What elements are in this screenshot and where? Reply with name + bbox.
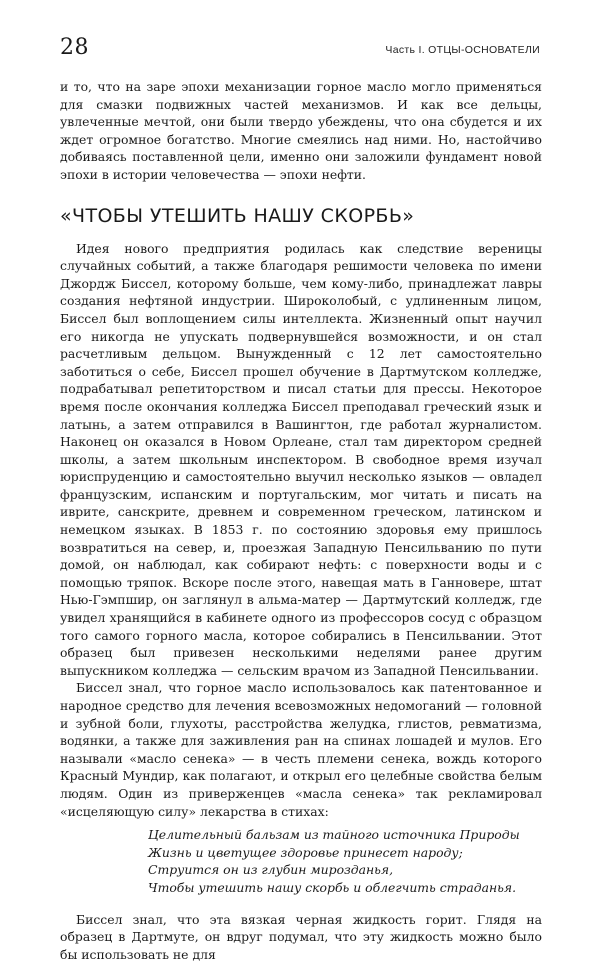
verse-quote [60,826,542,896]
page-number: 28 [60,35,89,60]
verse-line: Жизнь и цветущее здоровье принесет народу; [148,844,463,860]
section-title: «ЧТОБЫ УТЕШИТЬ НАШУ СКОРБЬ» [60,204,415,227]
verse-line: Целительный бальзам из тайного источника Природы [148,827,520,843]
running-head: Часть I. ОТЦЫ-ОСНОВАТЕЛИ [385,44,540,56]
verse-line: Чтобы утешить нашу скорбь и облегчить страданья. [148,879,517,895]
verse-line: Струится он из глубин мирозданья, [148,862,394,878]
intro-paragraph: и то, что на заре эпохи механизации горное масло могло применяться для смазки подвижных частей механизмов. И как все дельцы, увлеченные мечтой, они были твердо убеждены, что она сбудется и их ждет огромное богатство. Многие смеялись над ними. Но, настойчиво добиваясь поставленной цели, именно они заложили фундамент новой эпохи в истории человечества — эпохи нефти. [60,79,542,182]
closing-paragraph: Биссел знал, что эта вязкая черная жидкость горит. Глядя на образец в Дартмуте, он вдруг подумал, что эту жидкость можно было бы использовать не для [60,911,542,962]
paragraph-seneca-oil: Биссел знал, что горное масло использовалось как патентованное и народное средство для лечения всевозможных недомоганий — головной и зубной боли, глухоты, расстройства желудка, глистов, ревматизма, водянки, а также для заживления ран на спинах лошадей и мулов. Его называли «масло сенека» — в честь племени сенека, вождь которого Красный Мундир, как полагают, и открыл его целебные свойства белым людям. Один из приверженцев «масла сенека» так рекламировал «исцеляющую силу» лекарства в стихах: [60,680,542,819]
page-body [60,78,542,963]
paragraph-bissel-biography: Идея нового предприятия родилась как следствие вереницы случайных событий, а также благодаря решимости человека по имени Джордж Биссел, которому больше, чем кому-либо, принадлежат лавры создания нефтяной индустрии. Широколобый, с удлиненным лицом, Биссел был воплощением силы интеллекта. Жизненный опыт научил его никогда не упускать подвернувшейся возможности, и он стал расчетливым дельцом. Вынужденный с 12 лет самостоятельно заботиться о себе, Биссел прошел обучение в Дартмутском колледже, подрабатывал репетиторством и писал статьи для прессы. Некоторое время после окончания колледжа Биссел преподавал греческий язык и латынь, а затем отправился в Вашингтон, где работал журналистом. Наконец он оказался в Новом Орлеане, стал там директором средней школы, а затем школьным инспектором. В свободное время изучал юриспруденцию и самостоятельно выучил несколько языков — овладел французским, испанским и португальским, мог читать и писать на иврите, санскрите, древнем и современном греческом, латинском и немецком языках. В 1853 г. по состоянию здоровья ему пришлось возвратиться на север, и, проезжая Западную Пенсильванию по пути домой, он наблюдал, как собирают нефть: с поверхности воды и с помощью тряпок. Вскоре после этого, навещая мать в Ганновере, штат Нью-Гэмпшир, он заглянул в альма-матер — Дартмутский колледж, где увидел хранящийся в кабинете одного из профессоров сосуд с образцом того самого горного масла, которое собирались в Пенсильвании. Этот образец был привезен несколькими неделями ранее другим выпускником колледжа — сельским врачом из Западной Пенсильвании. [60,240,542,678]
